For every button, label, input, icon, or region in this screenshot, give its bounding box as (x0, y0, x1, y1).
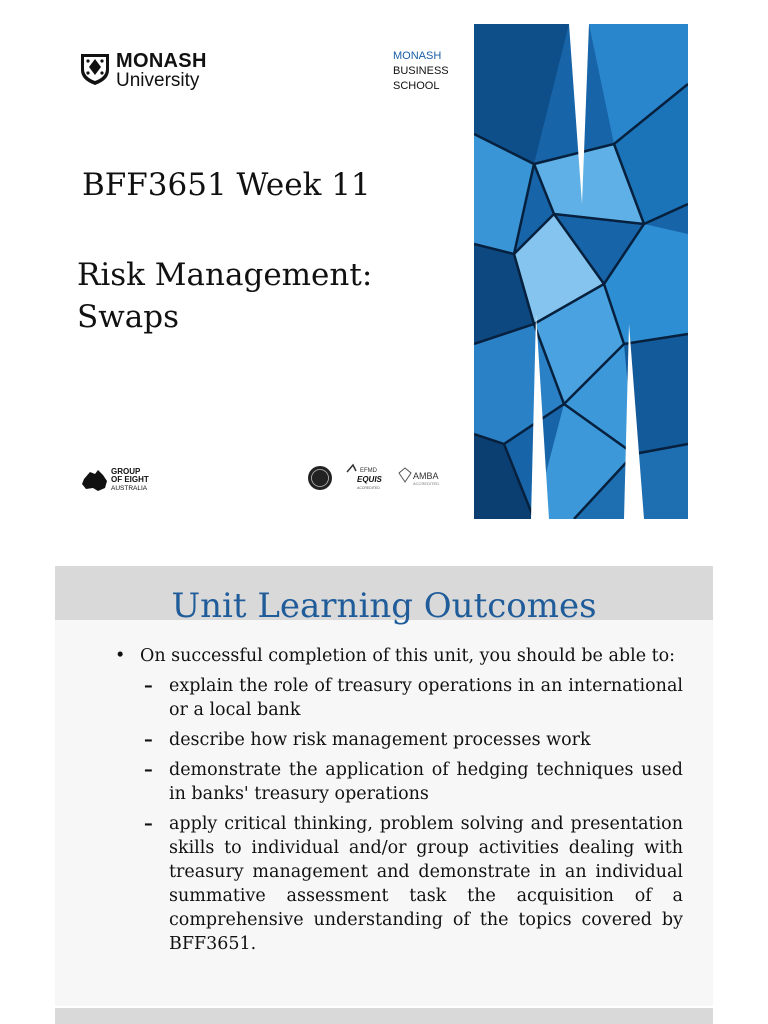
list-item-text: apply critical thinking, problem solving and presentation skills to individual and/or group activities dealing with treasury management and demonstrate in an individual summative assessment task the acquisition of a comprehensive understanding of the topics covered by BFF3651. (169, 814, 683, 954)
logo-subtitle: University (116, 70, 200, 91)
outcomes-list (113, 644, 683, 962)
slide-title: Unit Learning Outcomes (171, 586, 597, 626)
list-item-text: describe how risk management processes work (169, 730, 591, 750)
accreditation-logos (307, 462, 457, 494)
dash-icon: – (144, 730, 153, 750)
school-line: BUSINESS (393, 65, 449, 77)
logo-wordmark: MONASH (116, 50, 207, 72)
list-item-text: demonstrate the application of hedging techniques used in banks' treasury operations (169, 760, 683, 804)
next-slide-header-band (55, 1008, 713, 1024)
group-of-eight-logo (81, 468, 156, 494)
stained-glass-artwork-image (474, 24, 688, 519)
intro-bullet (113, 644, 683, 668)
subtitle-line: Swaps (77, 299, 180, 335)
list-item (113, 758, 683, 806)
slide-subtitle (77, 254, 372, 338)
amba-logo-icon (399, 468, 439, 486)
list-item (113, 674, 683, 722)
course-title: BFF3651 Week 11 (82, 167, 371, 203)
aacsb-seal-icon (308, 466, 332, 490)
school-line: MONASH (393, 50, 442, 62)
go8-line: OF EIGHT (111, 475, 149, 484)
equis-accredited-text: ACCREDITED (357, 486, 380, 490)
title-slide (55, 22, 713, 520)
list-item-text: explain the role of treasury operations in an international or a local bank (169, 676, 683, 720)
list-item (113, 728, 683, 752)
go8-line: GROUP (111, 467, 141, 476)
equis-logo-icon (347, 465, 383, 490)
intro-text: On successful completion of this unit, you should be able to: (140, 646, 676, 666)
equis-text: EQUIS (357, 475, 382, 484)
subtitle-line: Risk Management: (77, 257, 373, 293)
amba-text: AMBA (413, 471, 439, 481)
amba-accredited-text: ACCREDITED (413, 481, 440, 486)
list-item (113, 812, 683, 956)
bullet-icon: • (115, 646, 126, 666)
dash-icon: – (144, 814, 153, 834)
dash-icon: – (144, 760, 153, 780)
business-school-label (393, 49, 449, 94)
go8-line: AUSTRALIA (111, 485, 148, 492)
australia-map-icon (81, 469, 109, 493)
dash-icon: – (144, 676, 153, 696)
monash-university-logo (79, 50, 219, 94)
learning-outcomes-slide (55, 566, 713, 1006)
school-line: SCHOOL (393, 80, 440, 92)
efmd-text: EFMD (360, 468, 377, 474)
monash-crest-icon (79, 52, 111, 86)
